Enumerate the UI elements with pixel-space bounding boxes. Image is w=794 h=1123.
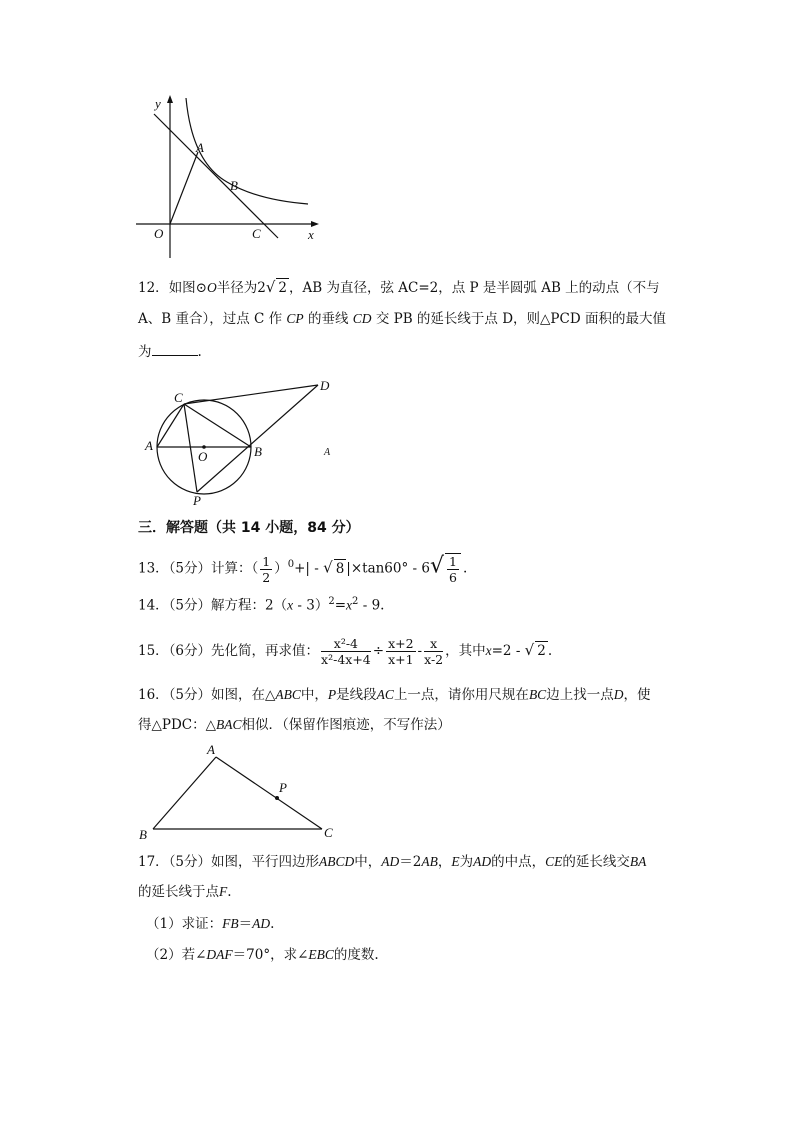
q16-p: P bbox=[327, 687, 337, 702]
label-a: A bbox=[145, 438, 153, 453]
fraction-num: x bbox=[424, 636, 443, 652]
q16-bac: BAC bbox=[216, 717, 242, 732]
q12-line2 bbox=[138, 310, 666, 328]
y-axis-arrow bbox=[167, 95, 173, 103]
q16-number: 16． bbox=[138, 687, 169, 703]
label-b: B bbox=[139, 827, 147, 840]
q15-x: x bbox=[485, 643, 492, 658]
q17-ce: CE bbox=[545, 854, 563, 869]
label-p: P bbox=[193, 493, 201, 508]
q16-abc: ABC bbox=[275, 687, 301, 702]
q12-line2-b: 的垂线 bbox=[307, 311, 349, 327]
minus-sign: - bbox=[417, 643, 423, 659]
q15-intro: （6分）先化简，再求值： bbox=[168, 643, 320, 659]
q15-end: . bbox=[547, 643, 553, 659]
segment-cd bbox=[184, 385, 318, 404]
label-a: A bbox=[196, 140, 204, 155]
q16-line2 bbox=[138, 716, 451, 734]
label-x: x bbox=[308, 227, 314, 242]
side-ac bbox=[216, 757, 322, 829]
q13-number: 13． bbox=[138, 560, 169, 577]
q17-text1: （5分）如图，平行四边形 bbox=[168, 854, 320, 870]
fraction-den: x²-4x+4 bbox=[321, 652, 371, 667]
q12-line3-a: 为 bbox=[138, 344, 152, 360]
q12-line1 bbox=[138, 278, 660, 297]
q14-line bbox=[138, 593, 384, 615]
q12-text2: 半径为 bbox=[216, 280, 258, 296]
fraction-num: x+2 bbox=[388, 636, 414, 651]
side-ab bbox=[153, 757, 216, 829]
q16-text7: 得△PDC：△ bbox=[138, 717, 217, 733]
point-p bbox=[275, 796, 279, 800]
coordinate-graph-figure bbox=[132, 92, 332, 262]
q17-sub2 bbox=[146, 946, 379, 964]
label-b: B bbox=[254, 444, 262, 459]
fraction-num: x²-4 bbox=[321, 636, 371, 652]
q12-line2-a: A、B 重合），过点 C 作 bbox=[138, 311, 283, 327]
label-c: C bbox=[174, 390, 183, 405]
fraction-1 bbox=[321, 636, 371, 667]
label-stray-a: A bbox=[324, 447, 331, 458]
label-c: C bbox=[324, 825, 333, 840]
q14-x1: x bbox=[287, 597, 294, 613]
radical-sign: √ bbox=[524, 641, 535, 659]
q17-sub2-end: 的度数. bbox=[333, 947, 379, 963]
q17-f: F bbox=[219, 884, 228, 899]
q17-sub1-end: . bbox=[270, 916, 275, 932]
fraction-3 bbox=[424, 636, 443, 667]
q17-abcd: ABCD bbox=[319, 854, 355, 869]
q17-text3: 为 bbox=[459, 854, 474, 870]
fraction-den: 6 bbox=[449, 570, 457, 585]
q13-radicand-8: 8 bbox=[335, 560, 345, 577]
q17-ebc: EBC bbox=[308, 947, 334, 962]
q13-exp0: 0 bbox=[287, 559, 295, 570]
q17-ad2: AD bbox=[473, 854, 492, 869]
radical-sign: √ bbox=[265, 278, 276, 296]
q15-radicand: 2 bbox=[537, 643, 546, 659]
q16-text8: 相似．（保留作图痕迹，不写作法） bbox=[241, 717, 451, 733]
circle-figure bbox=[140, 372, 340, 512]
fraction-den: 2 bbox=[262, 569, 271, 585]
chord-cb bbox=[184, 404, 251, 447]
q16-bc: BC bbox=[528, 687, 547, 702]
q12-circle-o: O bbox=[207, 280, 217, 295]
q16-text4: 上一点，请你用尺规在 bbox=[393, 687, 529, 703]
q15-tail1: ，其中 bbox=[445, 643, 486, 659]
triangle-figure bbox=[135, 740, 345, 840]
q12-text1: 如图⊙ bbox=[168, 280, 207, 296]
q17-ad3: AD bbox=[252, 916, 271, 931]
q16-d: D bbox=[613, 687, 624, 702]
label-a: A bbox=[207, 742, 215, 757]
q12-line3-b: . bbox=[197, 344, 202, 360]
label-o: O bbox=[198, 449, 208, 464]
q17-sub1-eq: ＝ bbox=[238, 916, 253, 932]
q16-line1 bbox=[138, 686, 650, 704]
q12-text3: ，AB 为直径，弦 AC=2，点 P 是半圆弧 AB 上的动点（不与 bbox=[289, 280, 660, 296]
fraction-sixth bbox=[445, 553, 461, 585]
fraction-den: x+1 bbox=[388, 652, 414, 667]
label-b: B bbox=[230, 178, 238, 193]
radical-sign: √ bbox=[429, 553, 445, 579]
q17-ba: BA bbox=[629, 854, 647, 869]
q14-exp: 2 bbox=[328, 596, 335, 607]
q17-line1 bbox=[138, 853, 646, 871]
q17-fb: FB bbox=[222, 916, 239, 931]
q16-text6: ，使 bbox=[623, 687, 651, 703]
q16-text2: 中， bbox=[300, 687, 328, 703]
q17-number: 17． bbox=[138, 854, 169, 870]
segment-oa bbox=[170, 152, 198, 224]
q17-ab: AB bbox=[421, 854, 438, 869]
q13-text1: （5分）计算：（ bbox=[168, 560, 259, 577]
q13-end: . bbox=[462, 560, 468, 577]
q15-tail2: =2 - bbox=[491, 643, 525, 659]
label-d: D bbox=[320, 378, 330, 393]
q17-sub1-text1: （1）求证： bbox=[146, 916, 223, 932]
label-y: y bbox=[155, 96, 161, 111]
chord-ac bbox=[157, 404, 184, 447]
q12-line2-c: 交 PB 的延长线于点 D，则△PCD 面积的最大值 bbox=[375, 311, 666, 327]
q17-daf: DAF bbox=[206, 947, 233, 962]
fraction-den: x-2 bbox=[424, 652, 444, 667]
q14-text2: - 3） bbox=[293, 597, 329, 614]
q17-ad: AD bbox=[381, 854, 400, 869]
q17-comma: ， bbox=[437, 854, 452, 870]
q13-paren: ） bbox=[274, 560, 288, 577]
q17-text5: 的延长线交 bbox=[562, 854, 630, 870]
q15-number: 15． bbox=[138, 643, 169, 659]
q17-text6: 的延长线于点 bbox=[138, 884, 219, 900]
q17-text4: 的中点， bbox=[491, 854, 546, 870]
q16-ac: AC bbox=[376, 687, 394, 702]
q13-text2: +| - bbox=[294, 560, 324, 577]
q17-eq: ＝2 bbox=[399, 854, 422, 870]
label-c: C bbox=[252, 226, 261, 241]
q12-cp: CP bbox=[286, 311, 304, 326]
fraction-num: 1 bbox=[449, 554, 457, 569]
q12-radius-coef: 2 bbox=[257, 280, 266, 296]
q16-text3: 是线段 bbox=[336, 687, 377, 703]
q17-sub2-text1: （2）若∠ bbox=[146, 947, 207, 963]
radical-sign: √ bbox=[323, 558, 333, 577]
q14-exp2: 2 bbox=[352, 596, 359, 607]
q14-text3: = bbox=[334, 597, 347, 614]
fraction-half bbox=[260, 554, 272, 585]
divide-sign: ÷ bbox=[372, 643, 385, 659]
answer-blank[interactable] bbox=[152, 343, 198, 356]
q17-e: E bbox=[451, 854, 460, 869]
line-ac bbox=[154, 114, 278, 238]
fraction-num: 1 bbox=[262, 553, 271, 569]
label-o: O bbox=[154, 226, 164, 241]
q15-line bbox=[138, 636, 552, 667]
section-3-title: 三．解答题（共 14 小题，84 分） bbox=[138, 520, 360, 536]
fraction-2 bbox=[386, 636, 415, 667]
q13-line bbox=[138, 553, 467, 585]
q14-text1: （5分）解方程：2（ bbox=[168, 597, 288, 614]
q17-text2: 中， bbox=[354, 854, 382, 870]
q14-text4: - 9. bbox=[358, 597, 385, 614]
q12-number: 12． bbox=[138, 280, 169, 296]
q17-sub1 bbox=[146, 915, 274, 933]
q13-text3: |×tan60° - 6 bbox=[346, 560, 430, 577]
q16-text1: （5分）如图，在△ bbox=[168, 687, 276, 703]
segment-cp bbox=[184, 404, 197, 492]
q17-line2 bbox=[138, 883, 232, 901]
q16-text5: 边上找一点 bbox=[546, 687, 614, 703]
q14-x2: x bbox=[346, 597, 353, 613]
q14-number: 14． bbox=[138, 597, 169, 614]
q17-text7: . bbox=[227, 884, 232, 900]
q12-cd: CD bbox=[352, 311, 372, 326]
label-p: P bbox=[279, 780, 287, 795]
q17-sub2-text2: ＝70°，求∠ bbox=[232, 947, 309, 963]
q12-radius-radicand: 2 bbox=[278, 280, 287, 296]
q12-line3 bbox=[138, 343, 202, 361]
hyperbola-curve bbox=[186, 98, 308, 204]
